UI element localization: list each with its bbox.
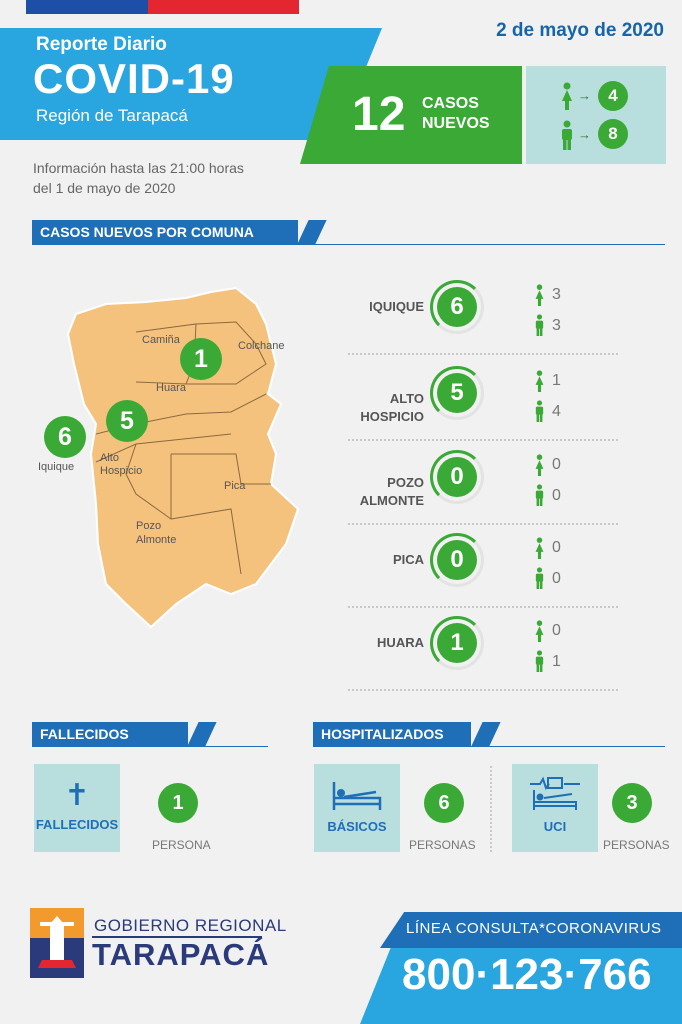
comuna-male: 1	[552, 653, 561, 670]
report-date: 2 de mayo de 2020	[496, 20, 664, 41]
fallecidos-tile-label: FALLECIDOS	[35, 817, 119, 832]
male-count: 8	[598, 119, 628, 149]
arrow-icon: →	[578, 127, 591, 142]
comuna-name-line-2: HOSPICIO	[360, 409, 424, 424]
comuna-female: 0	[552, 622, 561, 639]
new-cases-label	[422, 94, 512, 134]
comuna-total: 5	[437, 373, 477, 413]
map-marker-huara: 1	[180, 338, 222, 380]
map-marker-alto-hospicio: 5	[106, 400, 148, 442]
comuna-name-line-1: HUARA	[377, 635, 424, 650]
female-icon	[560, 82, 574, 110]
map-label-hospicio: Hospicio	[100, 465, 143, 477]
comuna-total: 6	[437, 287, 477, 327]
map-label-almonte: Almonte	[136, 534, 177, 546]
section-rule	[32, 746, 268, 747]
comuna-total: 1	[437, 623, 477, 663]
map-marker-iquique: 6	[44, 416, 86, 458]
male-icon	[534, 650, 545, 672]
comuna-name-line-1: PICA	[392, 552, 424, 567]
new-cases-label-1: CASOS	[422, 95, 479, 112]
basicos-unit: PERSONAS	[409, 838, 476, 852]
comuna-name	[344, 551, 424, 569]
row-divider	[348, 523, 618, 525]
comuna-name	[344, 634, 424, 652]
info-line-1: Información hasta las 21:00 horas	[33, 160, 244, 176]
row-divider	[348, 606, 618, 608]
male-icon	[534, 567, 545, 589]
arrow-icon: →	[578, 88, 591, 103]
section-slash	[187, 722, 216, 746]
section-header-fallecidos: FALLECIDOS	[32, 722, 188, 746]
uci-tile-label: UCI	[543, 819, 567, 834]
fallecidos-tile	[34, 764, 120, 852]
fallecidos-unit: PERSONA	[152, 838, 211, 852]
gender-breakdown-box	[526, 66, 666, 164]
new-cases-count: 12	[352, 88, 406, 141]
uci-unit: PERSONAS	[603, 838, 670, 852]
region-name: Región de Tarapacá	[36, 106, 188, 125]
female-icon	[534, 620, 545, 642]
comuna-name-line-1: IQUIQUE	[369, 299, 424, 314]
section-header-hospitalizados: HOSPITALIZADOS	[313, 722, 471, 746]
gob-line-1: GOBIERNO REGIONAL	[94, 916, 287, 935]
divider	[490, 766, 492, 852]
male-icon	[534, 484, 545, 506]
comuna-female: 3	[552, 286, 561, 303]
section-header-comuna: CASOS NUEVOS POR COMUNA	[32, 220, 298, 244]
report-subtitle: Reporte Diario	[36, 34, 167, 55]
hotline-number[interactable]: 800·123·766	[402, 950, 652, 999]
comuna-name	[344, 474, 424, 510]
row-divider	[348, 689, 618, 691]
male-icon	[534, 400, 545, 422]
map-label-iquique: Iquique	[38, 461, 75, 473]
comuna-name	[344, 298, 424, 316]
fallecidos-count: 1	[158, 783, 198, 823]
female-icon	[534, 284, 545, 306]
cross-icon: ✝	[64, 778, 90, 813]
male-icon	[560, 120, 574, 150]
section-slash	[297, 220, 326, 244]
female-icon	[534, 537, 545, 559]
map-label-huara: Huara	[156, 382, 186, 394]
section-rule	[32, 244, 665, 245]
male-icon	[534, 314, 545, 336]
comuna-total: 0	[437, 540, 477, 580]
comuna-male: 0	[552, 570, 561, 587]
flag-blue-stripe	[26, 0, 148, 14]
section-slash	[471, 722, 500, 746]
comuna-male: 3	[552, 317, 561, 334]
consulta-label: LÍNEA CONSULTA*CORONAVIRUS	[406, 920, 662, 937]
info-line-2: del 1 de mayo de 2020	[33, 180, 176, 196]
basicos-count: 6	[424, 783, 464, 823]
comuna-name	[344, 390, 424, 426]
comuna-total: 0	[437, 457, 477, 497]
comuna-name-line-1: ALTO	[389, 391, 424, 406]
map-label-pica: Pica	[224, 480, 246, 492]
logo-icon	[30, 908, 84, 978]
comuna-male: 4	[552, 403, 561, 420]
new-cases-label-2: NUEVOS	[422, 115, 490, 132]
gob-line-2: TARAPACÁ	[92, 937, 270, 972]
comuna-female: 0	[552, 456, 561, 473]
map-label-colchane: Colchane	[238, 340, 285, 352]
uci-count: 3	[612, 783, 652, 823]
female-icon	[534, 370, 545, 392]
female-count: 4	[598, 81, 628, 111]
report-title: COVID-19	[33, 55, 235, 102]
basicos-tile	[314, 764, 400, 852]
map-label-camina: Camiña	[142, 334, 180, 346]
row-divider	[348, 439, 618, 441]
icu-bed-icon	[528, 776, 582, 814]
section-rule	[313, 746, 665, 747]
comuna-name-line-2: ALMONTE	[359, 493, 424, 508]
basicos-tile-label: BÁSICOS	[327, 819, 387, 834]
comuna-female: 1	[552, 372, 561, 389]
female-icon	[534, 454, 545, 476]
uci-tile	[512, 764, 598, 852]
info-text	[33, 158, 293, 198]
comuna-male: 0	[552, 487, 561, 504]
bed-icon	[330, 780, 384, 814]
comuna-female: 0	[552, 539, 561, 556]
flag-red-stripe	[148, 0, 299, 14]
comuna-name-line-1: POZO	[387, 475, 424, 490]
map-label-pozo: Pozo	[136, 520, 162, 532]
row-divider	[348, 353, 618, 355]
map-label-alto: Alto	[100, 452, 119, 464]
